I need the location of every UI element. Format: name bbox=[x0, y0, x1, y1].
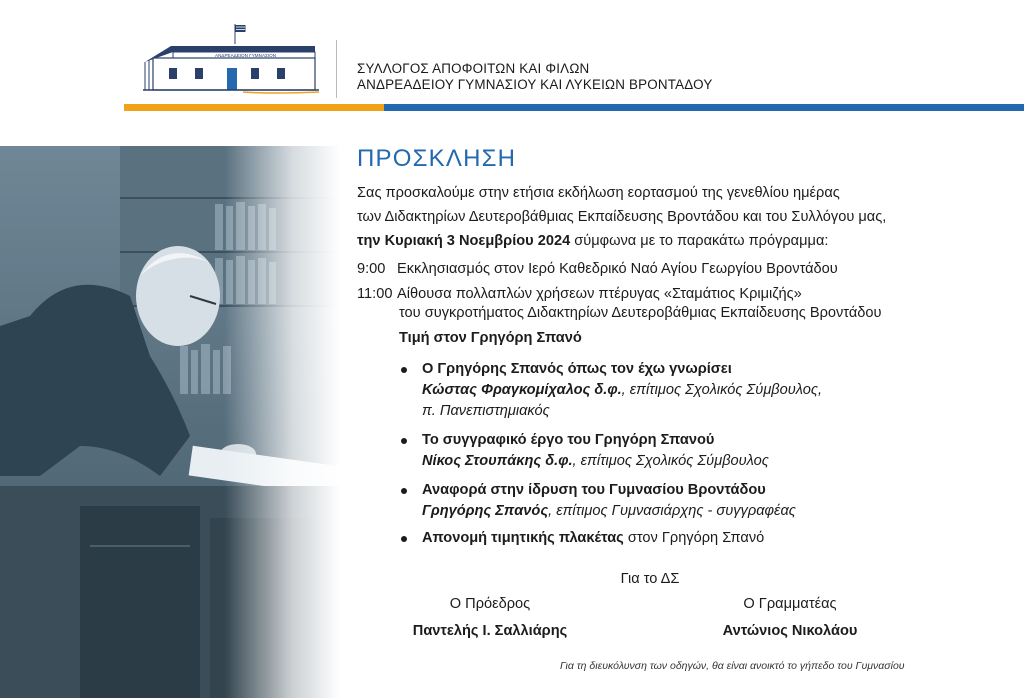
schedule-time: 9:00 bbox=[357, 261, 386, 277]
speaker-role: , επίτιμος Γυμνασιάρχης - συγγραφέας bbox=[548, 503, 796, 519]
speaker-role: , επίτιμος Σχολικός Σύμβουλος bbox=[572, 453, 769, 469]
program-item-speaker bbox=[401, 501, 961, 522]
program-item-speaker bbox=[401, 380, 961, 401]
schedule-time: 11:00 bbox=[357, 286, 393, 302]
school-sign-text: ΑΝΔΡΕΑΔΕΙΟΝ ΓΥΜΝΑΣΙΟΝ bbox=[215, 53, 277, 58]
program-item-title: Ο Γρηγόρης Σπανός όπως τον έχω γνωρίσει bbox=[401, 359, 961, 380]
invitation-intro bbox=[357, 181, 1002, 253]
speaker-name: Γρηγόρης Σπανός bbox=[422, 503, 549, 519]
program-item bbox=[401, 430, 961, 472]
speaker-name: Κώστας Φραγκομίχαλος δ.φ. bbox=[422, 382, 622, 398]
intro-line-2: των Διδακτηρίων Δευτεροβάθμιας Εκπαίδευσης Βροντάδου και του Συλλόγου μας, bbox=[357, 209, 887, 225]
program-item bbox=[401, 480, 961, 522]
portrait-photo bbox=[0, 146, 340, 698]
award-title: Απονομή τιμητικής πλακέτας bbox=[422, 530, 624, 546]
invitation-title: ΠΡΟΣΚΛΗΣΗ bbox=[357, 145, 517, 172]
intro-line-1: Σας προσκαλούμε στην ετήσια εκδήλωση εορτασμού της γενεθλίου ημέρας bbox=[357, 185, 840, 201]
secretary-title: Ο Γραμματέας bbox=[743, 596, 837, 612]
program-item bbox=[401, 528, 961, 549]
schedule-row bbox=[357, 258, 1007, 280]
schedule-text: Αίθουσα πολλαπλών χρήσεων πτέρυγας «Σταμάτιος Κριμιζής» bbox=[397, 286, 802, 302]
header-bar-blue bbox=[384, 104, 1024, 111]
program-item bbox=[401, 359, 961, 422]
program-item-title: Το συγγραφικό έργο του Γρηγόρη Σπανού bbox=[401, 430, 961, 451]
program-item-speaker bbox=[401, 451, 961, 472]
speaker-role-continued: π. Πανεπιστημιακός bbox=[422, 403, 550, 419]
board-label: Για το ΔΣ bbox=[620, 571, 680, 587]
president-name: Παντελής Ι. Σαλλιάρης bbox=[412, 623, 568, 639]
association-line-1: ΣΥΛΛΟΓΟΣ ΑΠΟΦΟΙΤΩΝ ΚΑΙ ΦΙΛΩΝ bbox=[357, 61, 590, 76]
school-building-logo bbox=[143, 22, 319, 100]
intro-line-3-rest: σύμφωνα με το παρακάτω πρόγραμμα: bbox=[570, 233, 829, 249]
program-item-title bbox=[401, 528, 961, 549]
footer-note: Για τη διευκόλυνση των οδηγών, θα είναι ανοικτό το γήπεδο του Γυμνασίου bbox=[560, 660, 905, 672]
program-item-title: Αναφορά στην ίδρυση του Γυμνασίου Βροντάδου bbox=[401, 480, 961, 501]
honor-title: Τιμή στον Γρηγόρη Σπανό bbox=[399, 330, 582, 346]
header-bar-orange bbox=[124, 104, 384, 111]
schedule-text-continued: του συγκροτήματος Διδακτηρίων Δευτεροβάθμιας Εκπαίδευσης Βροντάδου bbox=[399, 305, 882, 321]
header-divider bbox=[336, 40, 337, 98]
association-name bbox=[357, 61, 712, 93]
event-date: την Κυριακή 3 Νοεμβρίου 2024 bbox=[357, 233, 571, 249]
president-title: Ο Πρόεδρος bbox=[449, 596, 531, 612]
award-recipient: στον Γρηγόρη Σπανό bbox=[623, 530, 765, 546]
secretary-name: Αντώνιος Νικολάου bbox=[722, 623, 858, 639]
association-line-2: ΑΝΔΡΕΑΔΕΙΟΥ ΓΥΜΝΑΣΙΟΥ ΚΑΙ ΛΥΚΕΙΩΝ ΒΡΟΝΤΑΔΟΥ bbox=[357, 77, 713, 92]
intro-line-3 bbox=[357, 229, 1002, 253]
speaker-name: Νίκος Στουπάκης δ.φ. bbox=[422, 453, 573, 469]
speaker-role: , επίτιμος Σχολικός Σύμβουλος, bbox=[621, 382, 823, 398]
photo-fade-overlay bbox=[0, 146, 340, 698]
schedule-text: Εκκλησιασμός στον Ιερό Καθεδρικό Ναό Αγίου Γεωργίου Βροντάδου bbox=[397, 261, 838, 277]
